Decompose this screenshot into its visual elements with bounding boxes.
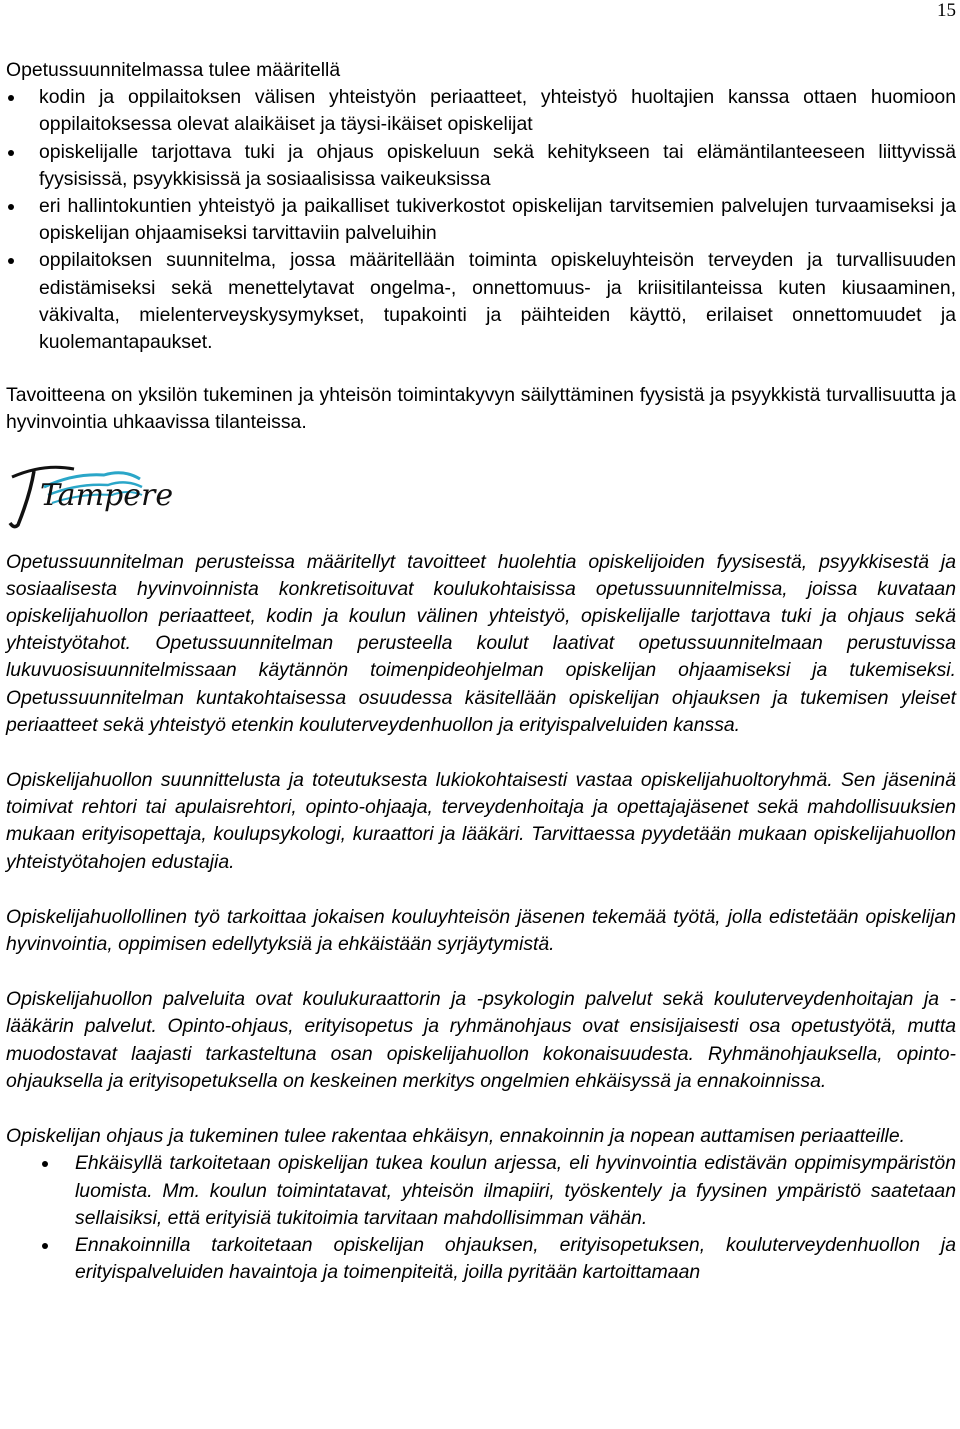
intro-bullet-list [6,84,956,356]
bullet-icon [8,150,14,156]
bullet-icon [42,1161,48,1167]
support-bullet-list [6,1150,956,1286]
paragraph: Opiskelijahuollollinen työ tarkoittaa jokaisen kouluyhteisön jäsenen tekemää työtä, jolla edistetään opiskelijan hyvinvointia, oppimisen edellytyksiä ja ehkäistään syrjäytymistä. [6,905,956,956]
list-item: eri hallintokuntien yhteistyö ja paikalliset tukiverkostot opiskelijan tarvitsemien palvelujen turvaamiseksi ja opiskelijan ohjaamiseksi tarvittaviin palveluihin [6,193,956,247]
tampere-logo-icon [4,455,174,531]
paragraph: Opetussuunnitelman perusteissa määritellyt tavoitteet huolehtia opiskelijoiden fyysisestä, psyykkisestä ja sosiaalisesta hyvinvoinnista konkretisoituvat koulukohtaisissa opetussuunnitelmissa, joissa kuvataan opiskelijahuollon periaatteet, kodin ja koulun välinen yhteistyö, opiskelijalle tarjottava tuki ja ohjaus sekä yhteistyötahot. Opetussuunnitelman perusteella koulut laativat opetussuunnitelmaan perustuvissa lukuvuosisuunnitelmissaan käytännön toimenpideohjelman opiskelijan ohjaamiseksi ja tukemiseksi. Opetussuunnitelman kuntakohtaisessa osuudessa käsitellään opiskelijan ohjauksen ja tukemisen yleiset periaatteet sekä yhteistyö etenkin kouluterveydenhuollon ja erityispalveluiden kanssa. [6,550,956,736]
bullet-icon [8,95,14,101]
goal-paragraph: Tavoitteena on yksilön tukeminen ja yhteisön toimintakyvyn säilyttäminen fyysistä ja psyykkistä turvallisuutta ja hyvinvointia uhkaavissa tilanteissa. [6,384,956,434]
list-item: Ennakoinnilla tarkoitetaan opiskelijan ohjauksen, erityisopetuksen, kouluterveydenhuollon ja erityispalveluiden havaintoja ja toimenpiteitä, joilla pyritään kartoittamaan [6,1232,956,1286]
list-item: opiskelijalle tarjottava tuki ja ohjaus opiskeluun sekä kehitykseen tai elämäntilanteeseen liittyvissä fyysisissä, psyykkisissä ja sosiaalisissa vaikeuksissa [6,139,956,193]
document-body [6,57,956,1286]
list-item: kodin ja oppilaitoksen välisen yhteistyön periaatteet, yhteistyö huoltajien kanssa ottaen huomioon oppilaitoksessa olevat alaikäiset ja täysi-ikäiset opiskelijat [6,84,956,138]
list-item: Ehkäisyllä tarkoitetaan opiskelijan tukea koulun arjessa, eli hyvinvointia edistävän oppimisympäristön luomista. Mm. koulun toimintatavat, yhteisön ilmapiiri, työskentely ja fyysinen ympäristö saatetaan sellaisiksi, että erityisiä tukitoimia tarvitaan mahdollisimman vähän. [6,1150,956,1232]
paragraph: Opiskelijahuollon palveluita ovat koulukuraattorin ja -psykologin palvelut sekä kouluterveydenhoitajan ja -lääkärin palvelut. Opinto-ohjaus, erityisopetus ja ryhmänohjaus ovat ensisijaisesti osa opetustyötä, mutta muodostavat laajasti tarkasteltuna osan opiskelijahuollon kokonaisuudesta. Ryhmänohjauksella, opinto-ohjauksella ja erityisopetuksella on keskeinen merkitys ongelmien ehkäisyssä ja ennakoinnissa. [6,988,956,1092]
paragraph: Opiskelijahuollon suunnittelusta ja toteutuksesta lukiokohtaisesti vastaa opiskelijahuoltoryhmä. Sen jäseninä toimivat rehtori tai apulaisrehtori, opinto-ohjaaja, terveydenhoitaja ja opettajajäsenet sekä mahdollisuuksien mukaan erityisopettaja, koulupsykologi, kuraattori ja lääkäri. Tarvittaessa pyydetään mukaan opiskelijahuollon yhteistyötahojen edustajia. [6,769,956,873]
page-number: 15 [937,0,956,21]
svg-text:Tampere: Tampere [40,477,174,513]
paragraph: Opiskelijan ohjaus ja tukeminen tulee rakentaa ehkäisyn, ennakoinnin ja nopean auttamisen periaatteille. [6,1125,906,1148]
bullet-icon [42,1243,48,1249]
intro-heading: Opetussuunnitelmassa tulee määritellä [6,59,341,81]
bullet-icon [8,204,14,210]
bullet-icon [8,258,14,264]
list-item: oppilaitoksen suunnitelma, jossa määritellään toiminta opiskeluyhteisön terveyden ja turvallisuuden edistämiseksi sekä menettelytavat ongelma-, onnettomuus- ja kriisitilanteissa kuten kiusaaminen, väkivalta, mielenterveyskysymykset, tupakointi ja päihteiden käyttö, erilaiset onnettomuudet ja kuolemantapaukset. [6,247,956,356]
tampere-logo [6,455,956,531]
